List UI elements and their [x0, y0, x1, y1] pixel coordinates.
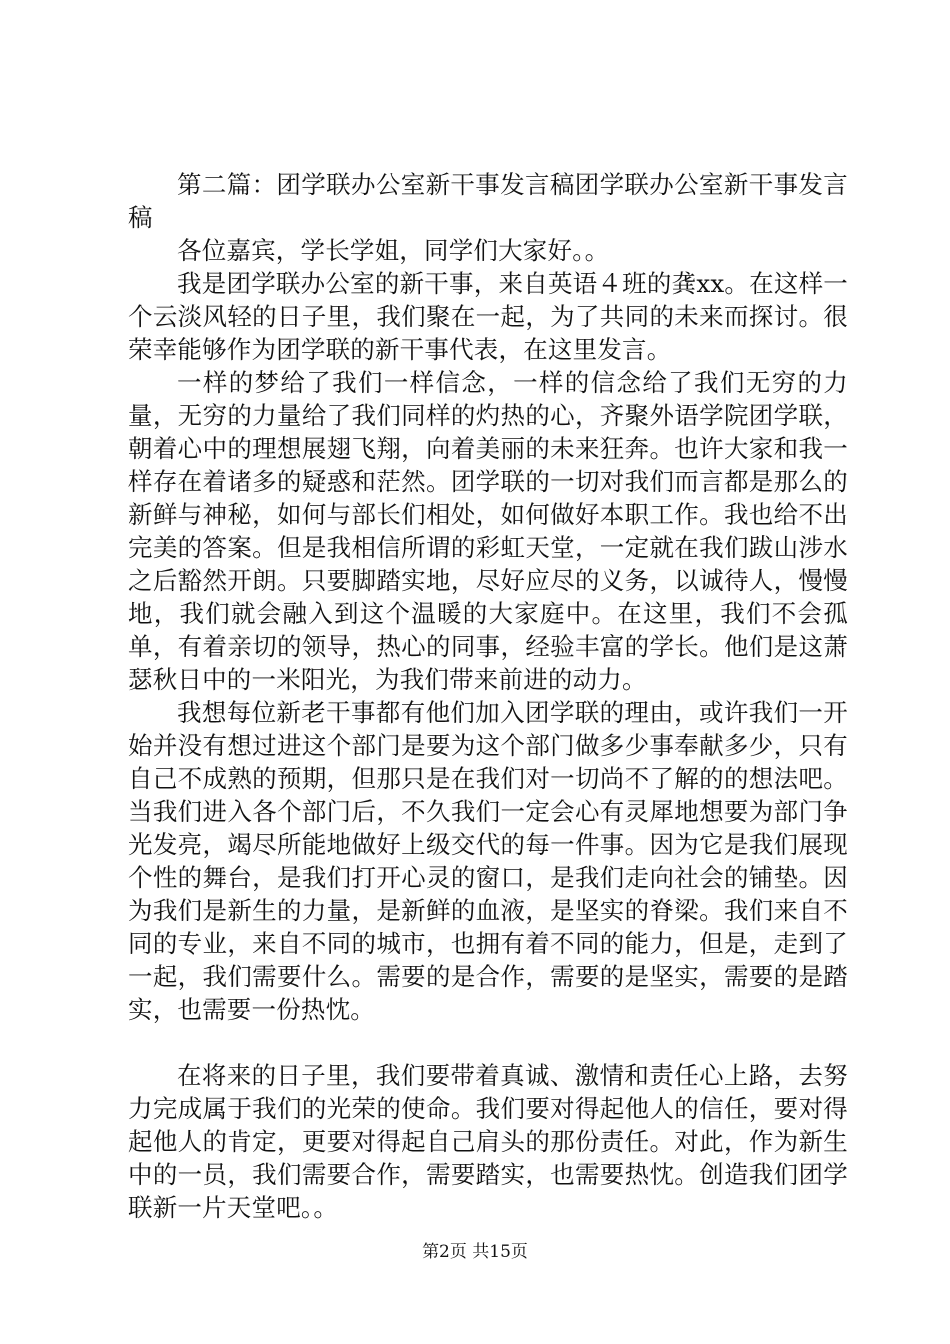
paragraph-greeting: 各位嘉宾，学长学姐，同学们大家好。。 — [177, 236, 610, 265]
paragraph-dream: 一样的梦给了我们一样信念，一样的信念给了我们无穷的力量，无穷的力量给了我们同样的灼热的心，齐聚外语学院团学联，朝着心中的理想展翅飞翔，向着美丽的未来狂奔。也许大家和我一样存在着诸多的疑惑和茫然。团学联的一切对我们而言都是那么的新鲜与神秘，如何与部长们相处，如何做好本职工作。我也给不出完美的答案。但是我相信所谓的彩虹天堂，一定就在我们跋山涉水之后豁然开朗。只要脚踏实地，尽好应尽的义务，以诚待人，慢慢地，我们就会融入到这个温暖的大家庭中。在这里，我们不会孤单，有着亲切的领导，热心的同事，经验丰富的学长。他们是这萧瑟秋日中的一米阳光，为我们带来前进的动力。 — [128, 368, 848, 694]
page-number-label: 第2页 共15页 — [422, 1242, 528, 1262]
document-title: 第二篇：团学联办公室新干事发言稿团学联办公室新干事发言稿 — [128, 170, 848, 232]
paragraph-spacer — [128, 1026, 848, 1059]
document-body — [128, 168, 848, 1224]
page-footer — [0, 1241, 950, 1263]
paragraph-introduction: 我是团学联办公室的新干事，来自英语４班的龚xx。在这样一个云淡风轻的日子里，我们聚在一起，为了共同的未来而探讨。很荣幸能够作为团学联的新干事代表，在这里发言。 — [128, 269, 848, 364]
paragraph-reasons: 我想每位新老干事都有他们加入团学联的理由，或许我们一开始并没有想过进这个部门是要为这个部门做多少事奉献多少，只有自己不成熟的预期，但那只是在我们对一切尚不了解的的想法吧。当我们进入各个部门后，不久我们一定会心有灵犀地想要为部门争光发亮，竭尽所能地做好上级交代的每一件事。因为它是我们展现个性的舞台，是我们打开心灵的窗口，是我们走向社会的铺垫。因为我们是新生的力量，是新鲜的血液，是坚实的脊梁。我们来自不同的专业，来自不同的城市，也拥有着不同的能力，但是，走到了一起，我们需要什么。需要的是合作，需要的是坚实，需要的是踏实，也需要一份热忱。 — [128, 698, 848, 1024]
paragraph-closing: 在将来的日子里，我们要带着真诚、激情和责任心上路，去努力完成属于我们的光荣的使命。我们要对得起他人的信任，要对得起他人的肯定，更要对得起自己肩头的那份责任。对此，作为新生中的一员，我们需要合作，需要踏实，也需要热忱。创造我们团学联新一片天堂吧。。 — [128, 1061, 848, 1222]
